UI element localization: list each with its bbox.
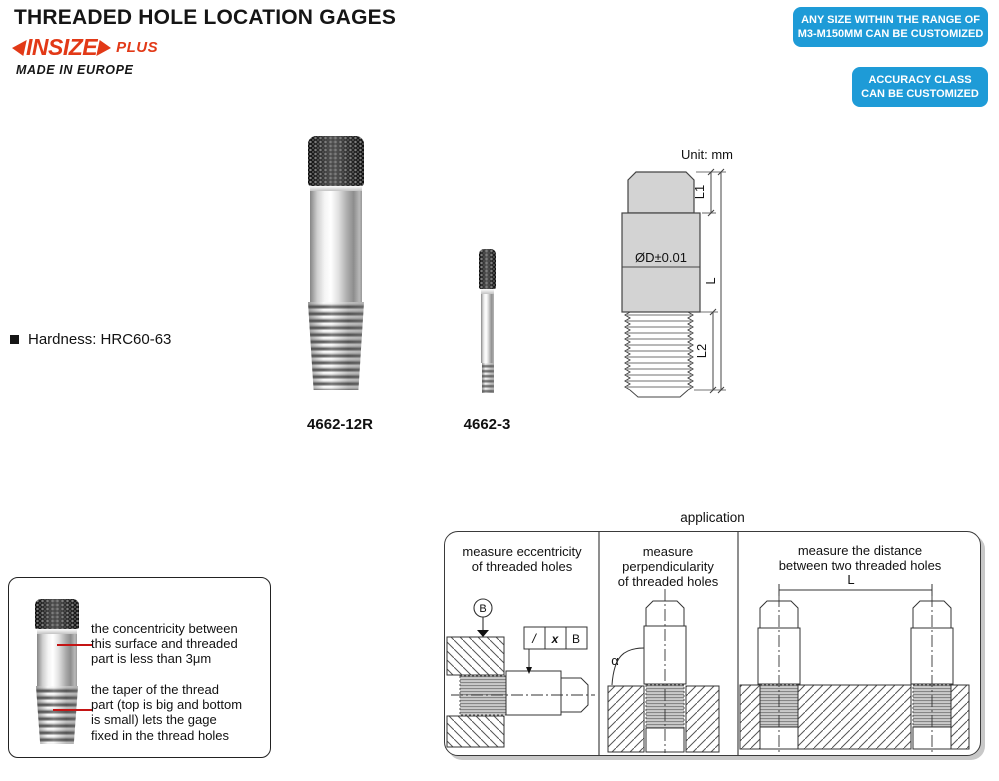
cylindrical-body [37, 629, 77, 686]
frame-datum-cell: B [571, 632, 581, 646]
cylindrical-body [310, 186, 362, 302]
dim-label-l: L [703, 277, 718, 285]
note-line: part is less than 3μm [91, 651, 212, 667]
badge-line: ACCURACY CLASS [868, 74, 972, 86]
col1-header-line: measure eccentricity [462, 544, 582, 559]
callout-gage-photo [35, 599, 79, 744]
page-title: THREADED HOLE LOCATION GAGES [14, 6, 397, 29]
angle-label: α [611, 653, 619, 668]
distance-diagram [740, 572, 969, 752]
badge-line: ANY SIZE WITHIN THE RANGE OF [801, 14, 980, 26]
gage-body-section [506, 671, 561, 715]
application-section-label: application [680, 510, 745, 525]
hardness-note [10, 331, 171, 348]
technical-drawing [600, 140, 750, 412]
dim-label-l1: L1 [692, 184, 707, 200]
insize-logo [12, 34, 158, 77]
drawing-cap [628, 172, 694, 213]
unit-label: Unit: mm [681, 147, 733, 162]
application-diagrams [445, 532, 981, 756]
customization-badge-accuracy [852, 67, 988, 107]
logo-right-arrow-icon [96, 40, 112, 56]
badge-line: M3-M150MM CAN BE CUSTOMIZED [797, 28, 984, 40]
product-model-label: 4662-12R [307, 416, 373, 433]
product-photo-4662-3 [479, 249, 496, 393]
perpendicularity-diagram [608, 589, 719, 753]
distance-label: L [847, 572, 855, 587]
knurled-cap [308, 136, 364, 186]
knurled-cap [35, 599, 79, 629]
threaded-end [308, 302, 364, 390]
col1-header-line: of threaded holes [471, 559, 573, 574]
note-line: fixed in the thread holes [91, 727, 230, 743]
application-box [444, 531, 981, 756]
dim-label-l2: L2 [694, 343, 709, 359]
datum-circle-label: B [479, 603, 487, 615]
note-line: the taper of the thread [91, 682, 219, 697]
hardness-text: Hardness: HRC60-63 [28, 331, 172, 348]
gage-thread-section [460, 676, 506, 715]
brand-name: INSIZE [26, 34, 98, 60]
note-line: part (top is big and bottom [91, 697, 243, 713]
red-leader-line [57, 644, 93, 646]
badge-line: CAN BE CUSTOMIZED [861, 88, 979, 100]
col2-header-line: perpendicularity [622, 559, 714, 574]
product-photo-4662-12R [307, 136, 365, 390]
eccentricity-diagram [447, 599, 595, 747]
note-line: this surface and threaded [91, 636, 238, 652]
brand-tagline: MADE IN EUROPE [16, 63, 134, 77]
taper-note [91, 682, 242, 743]
diameter-dimension-label: ØD±0.01 [635, 250, 687, 265]
knurled-cap [479, 249, 496, 289]
frame-value-cell: x [551, 632, 559, 646]
datum-triangle [477, 630, 489, 637]
feature-callout-box [8, 577, 271, 758]
brand-suffix: PLUS [116, 39, 159, 56]
square-bullet-icon [10, 335, 19, 344]
col2-header-line: of threaded holes [617, 574, 719, 589]
note-line: is small) lets the gage [91, 712, 217, 728]
note-line: the concentricity between [91, 621, 238, 636]
col2-header-line: measure [642, 544, 694, 559]
threaded-end [482, 363, 494, 393]
frame-symbol-cell: / [532, 631, 536, 646]
column-headers [462, 543, 941, 589]
cylindrical-body [481, 289, 494, 363]
red-leader-line [53, 709, 93, 711]
threaded-end [36, 686, 78, 744]
logo-left-arrow-icon [10, 40, 26, 56]
product-model-label: 4662-3 [463, 416, 511, 433]
customization-badge-size [793, 7, 988, 47]
drawing-threads [625, 312, 693, 397]
col3-header-line: between two threaded holes [778, 558, 942, 573]
concentricity-note [91, 621, 238, 667]
col3-header-line: measure the distance [797, 543, 923, 558]
